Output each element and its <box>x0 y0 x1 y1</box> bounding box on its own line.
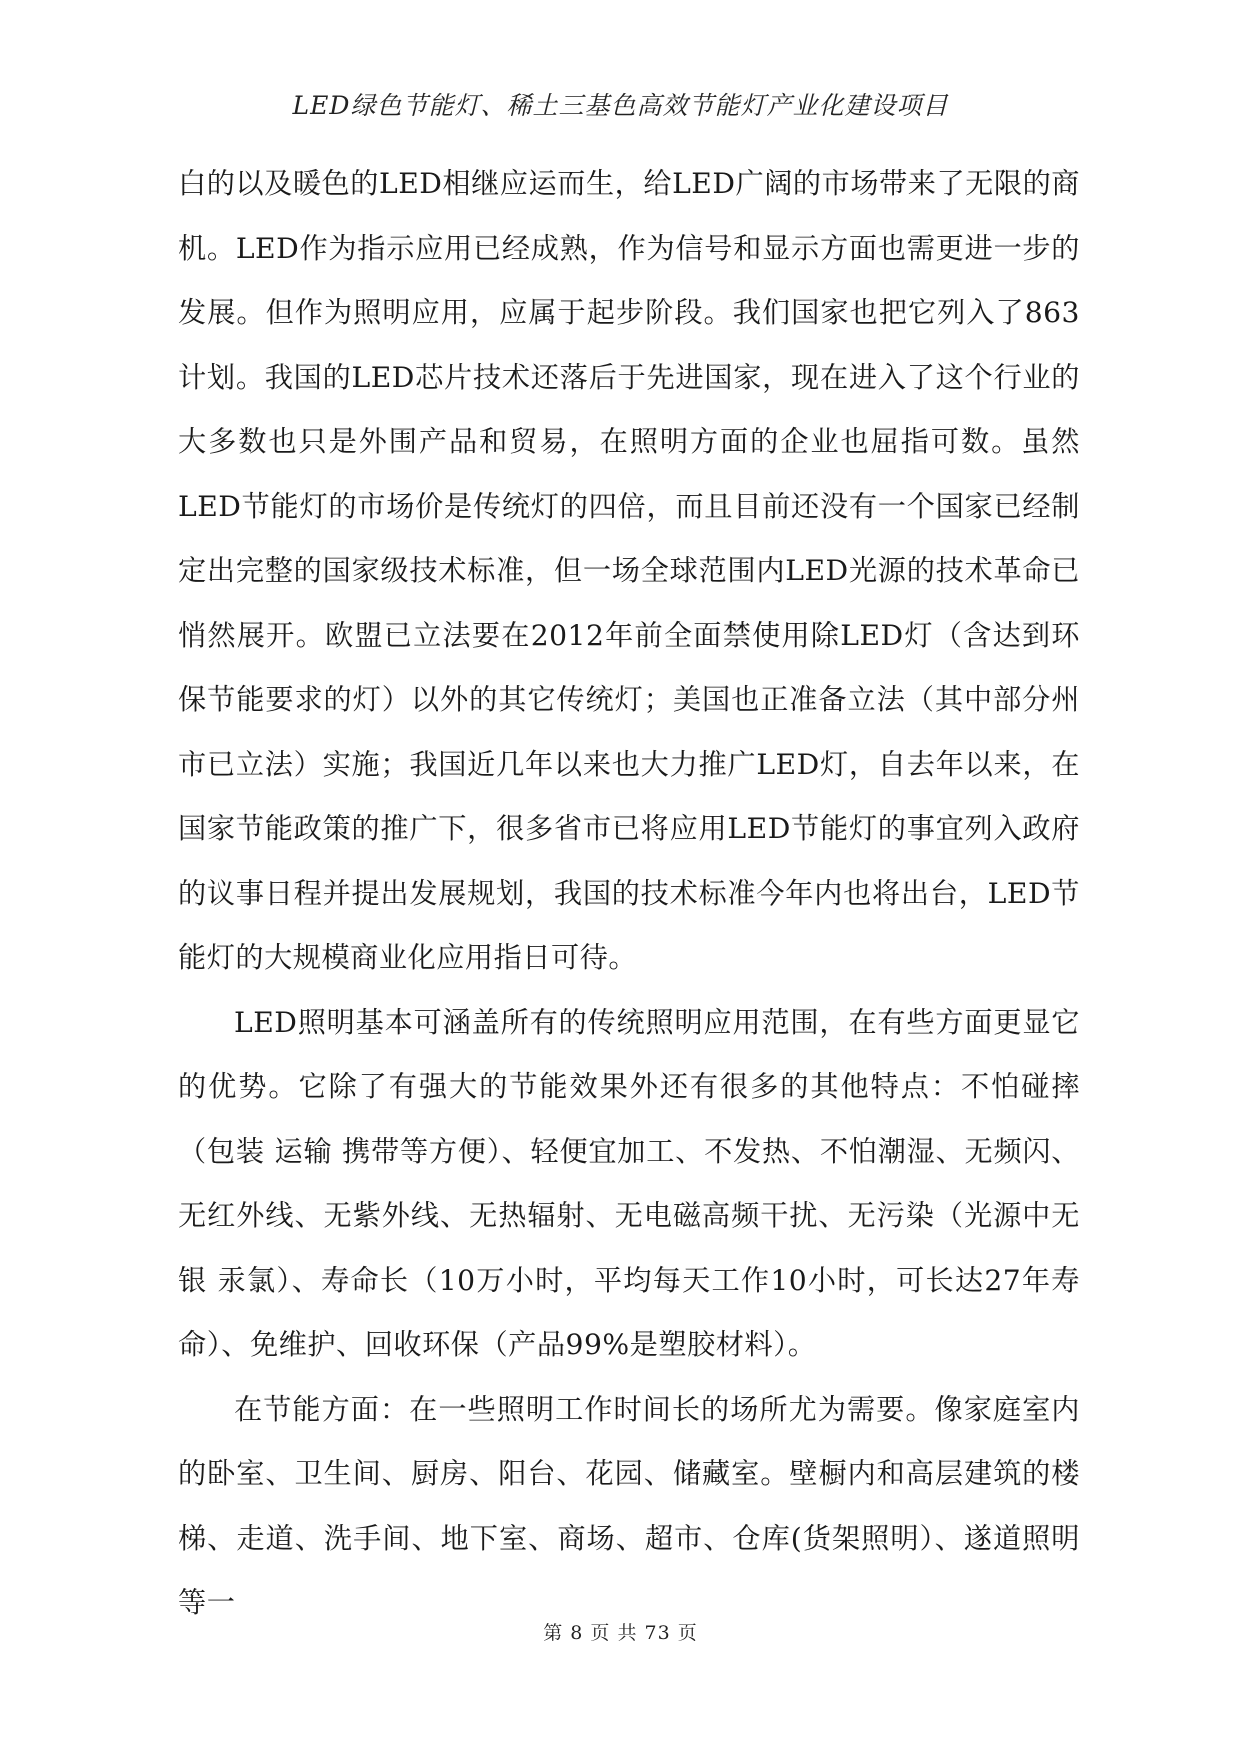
page-footer <box>0 1618 1241 1645</box>
paragraph-led-advantages: LED照明基本可涵盖所有的传统照明应用范围，在有些方面更显它的优势。它除了有强大的节能效果外还有很多的其他特点：不怕碰摔（包装 运输 携带等方便）、轻便宜加工、不发热、不怕潮湿、无频闪、无红外线、无紫外线、无热辐射、无电磁高频干扰、无污染（光源中无银 汞氯）、寿命长（10万小时，平均每天工作10小时，可长达27年寿命）、免维护、回收环保（产品99%是塑胶材料）。 <box>178 1005 1080 1361</box>
page-number: 第 8 页 共 73 页 <box>543 1622 698 1644</box>
paragraph-led-market: 白的以及暖色的LED相继应运而生，给LED广阔的市场带来了无限的商机。LED作为指示应用已经成熟，作为信号和显示方面也需更进一步的发展。但作为照明应用，应属于起步阶段。我们国家也把它列入了863计划。我国的LED芯片技术还落后于先进国家，现在进入了这个行业的大多数也只是外围产品和贸易，在照明方面的企业也屈指可数。虽然LED节能灯的市场价是传统灯的四倍，而且目前还没有一个国家已经制定出完整的国家级技术标准，但一场全球范围内LED光源的技术革命已悄然展开。欧盟已立法要在2012年前全面禁使用除LED灯（含达到环保节能要求的灯）以外的其它传统灯；美国也正准备立法（其中部分州市已立法）实施；我国近几年以来也大力推广LED灯，自去年以来，在国家节能政策的推广下，很多省市已将应用LED节能灯的事宜列入政府的议事日程并提出发展规划，我国的技术标准今年内也将出台，LED节能灯的大规模商业化应用指日可待。 <box>178 167 1080 974</box>
paragraph-energy-saving: 在节能方面：在一些照明工作时间长的场所尤为需要。像家庭室内的卧室、卫生间、厨房、阳台、花园、储藏室。壁橱内和高层建筑的楼梯、走道、洗手间、地下室、商场、超市、仓库(货架照明）、遂道照明等一 <box>178 1392 1080 1619</box>
page-header <box>0 86 1241 122</box>
document-body <box>178 152 1080 1636</box>
document-title: LED绿色节能灯、稀土三基色高效节能灯产业化建设项目 <box>292 91 949 120</box>
